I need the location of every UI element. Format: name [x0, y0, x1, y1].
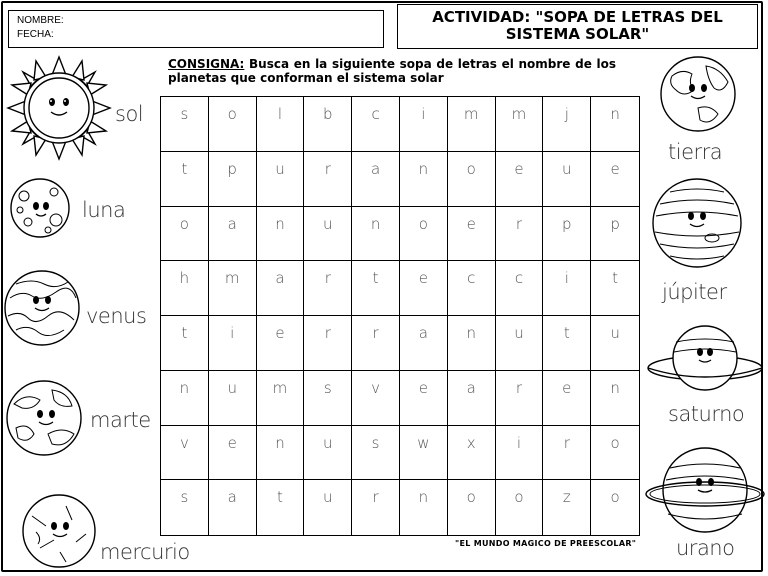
grid-cell: n [352, 207, 400, 262]
grid-cell: a [448, 371, 496, 426]
grid-cell: r [352, 480, 400, 535]
grid-cell: e [400, 261, 448, 316]
grid-cell: e [209, 426, 257, 481]
planet-label-jupiter: júpiter [662, 280, 727, 304]
grid-cell: e [448, 207, 496, 262]
grid-cell: v [352, 371, 400, 426]
grid-cell: u [209, 371, 257, 426]
grid-cell: i [496, 426, 544, 481]
grid-cell: i [543, 261, 591, 316]
grid-cell: t [352, 261, 400, 316]
grid-cell: n [591, 97, 639, 152]
grid-cell: c [352, 97, 400, 152]
planet-label-urano: urano [676, 536, 735, 560]
grid-cell: n [257, 426, 305, 481]
grid-cell: r [352, 316, 400, 371]
grid-cell: p [591, 207, 639, 262]
grid-cell: o [161, 207, 209, 262]
grid-cell: l [257, 97, 305, 152]
grid-cell: t [591, 261, 639, 316]
word-search-grid [160, 96, 640, 536]
grid-cell: u [543, 152, 591, 207]
grid-cell: e [496, 152, 544, 207]
grid-cell: u [257, 152, 305, 207]
jupiter-icon [650, 176, 744, 270]
mercury-icon [20, 492, 98, 570]
grid-cell: u [304, 480, 352, 535]
grid-cell: r [304, 152, 352, 207]
grid-cell: s [352, 426, 400, 481]
planet-label-venus: venus [86, 304, 147, 328]
credit-text: "EL MUNDO MAGICO DE PREESCOLAR" [455, 539, 637, 548]
grid-cell: h [161, 261, 209, 316]
grid-cell: t [543, 316, 591, 371]
grid-cell: u [304, 207, 352, 262]
grid-cell: m [496, 97, 544, 152]
grid-cell: e [543, 371, 591, 426]
grid-cell: r [304, 261, 352, 316]
title-line-1: ACTIVIDAD: "SOPA DE LETRAS DEL [432, 8, 723, 26]
grid-cell: p [543, 207, 591, 262]
grid-cell: r [304, 316, 352, 371]
grid-cell: e [257, 316, 305, 371]
earth-icon [658, 54, 738, 134]
grid-cell: a [400, 316, 448, 371]
grid-cell: e [591, 152, 639, 207]
grid-cell: o [610, 488, 620, 507]
fecha-label: FECHA: [17, 29, 54, 40]
grid-cell: a [257, 261, 305, 316]
grid-cell: o [591, 426, 639, 481]
grid-cell: n [400, 152, 448, 207]
grid-cell: a [209, 207, 257, 262]
grid-cell: t [161, 152, 209, 207]
planet-label-tierra: tierra [668, 140, 723, 164]
mars-icon [4, 378, 84, 458]
grid-cell: j [543, 97, 591, 152]
planet-label-marte: marte [90, 408, 151, 432]
grid-cell: w [400, 426, 448, 481]
grid-cell: i [209, 316, 257, 371]
moon-icon [8, 176, 72, 240]
grid-cell: t [257, 480, 305, 535]
uranus-icon [644, 442, 766, 538]
planet-label-luna: luna [82, 198, 126, 222]
planet-label-saturno: saturno [668, 402, 745, 426]
grid-cell: t [161, 316, 209, 371]
grid-cell: o [448, 480, 496, 535]
grid-cell: u [304, 426, 352, 481]
grid-cell: r [496, 207, 544, 262]
grid-cell: r [496, 371, 544, 426]
grid-cell: o [448, 152, 496, 207]
instructions [168, 57, 616, 85]
grid-cell: r [543, 426, 591, 481]
grid-cell: n [400, 480, 448, 535]
grid-cell: u [591, 316, 639, 371]
saturn-icon [646, 318, 764, 398]
grid-cell: s [161, 97, 209, 152]
consigna-label: CONSIGNA: [168, 57, 245, 71]
grid-cell: a [352, 152, 400, 207]
grid-cell: o [400, 207, 448, 262]
nombre-label: NOMBRE: [17, 15, 64, 26]
student-info-box [8, 10, 384, 48]
grid-cell: m [257, 371, 305, 426]
grid-cell: m [448, 97, 496, 152]
grid-cell: v [161, 426, 209, 481]
grid-cell: s [304, 371, 352, 426]
grid-cell: n [161, 371, 209, 426]
grid-cell: i [400, 97, 448, 152]
grid-cell: m [209, 261, 257, 316]
grid-cell: n [257, 207, 305, 262]
grid-cell: e [400, 371, 448, 426]
grid-cell: n [591, 371, 639, 426]
grid-cell: p [209, 152, 257, 207]
grid-cell: o [496, 480, 544, 535]
grid-cell: u [496, 316, 544, 371]
grid-cell: s [161, 480, 209, 535]
consigna-text: Busca en la siguiente sopa de letras el nombre de los planetas que conforman el sistema solar [168, 57, 616, 85]
activity-title [397, 4, 758, 49]
grid-cell: o [209, 97, 257, 152]
planet-label-sol: sol [115, 102, 144, 126]
grid-cell: n [448, 316, 496, 371]
venus-icon [2, 268, 82, 348]
grid-cell: b [304, 97, 352, 152]
grid-cell: c [496, 261, 544, 316]
planet-label-mercurio: mercurio [100, 540, 190, 564]
grid-cell: a [209, 480, 257, 535]
sun-icon [6, 55, 112, 161]
grid-cell: z [543, 480, 591, 535]
grid-cell: x [448, 426, 496, 481]
grid-cell: c [448, 261, 496, 316]
title-line-2: SISTEMA SOLAR" [505, 25, 650, 43]
